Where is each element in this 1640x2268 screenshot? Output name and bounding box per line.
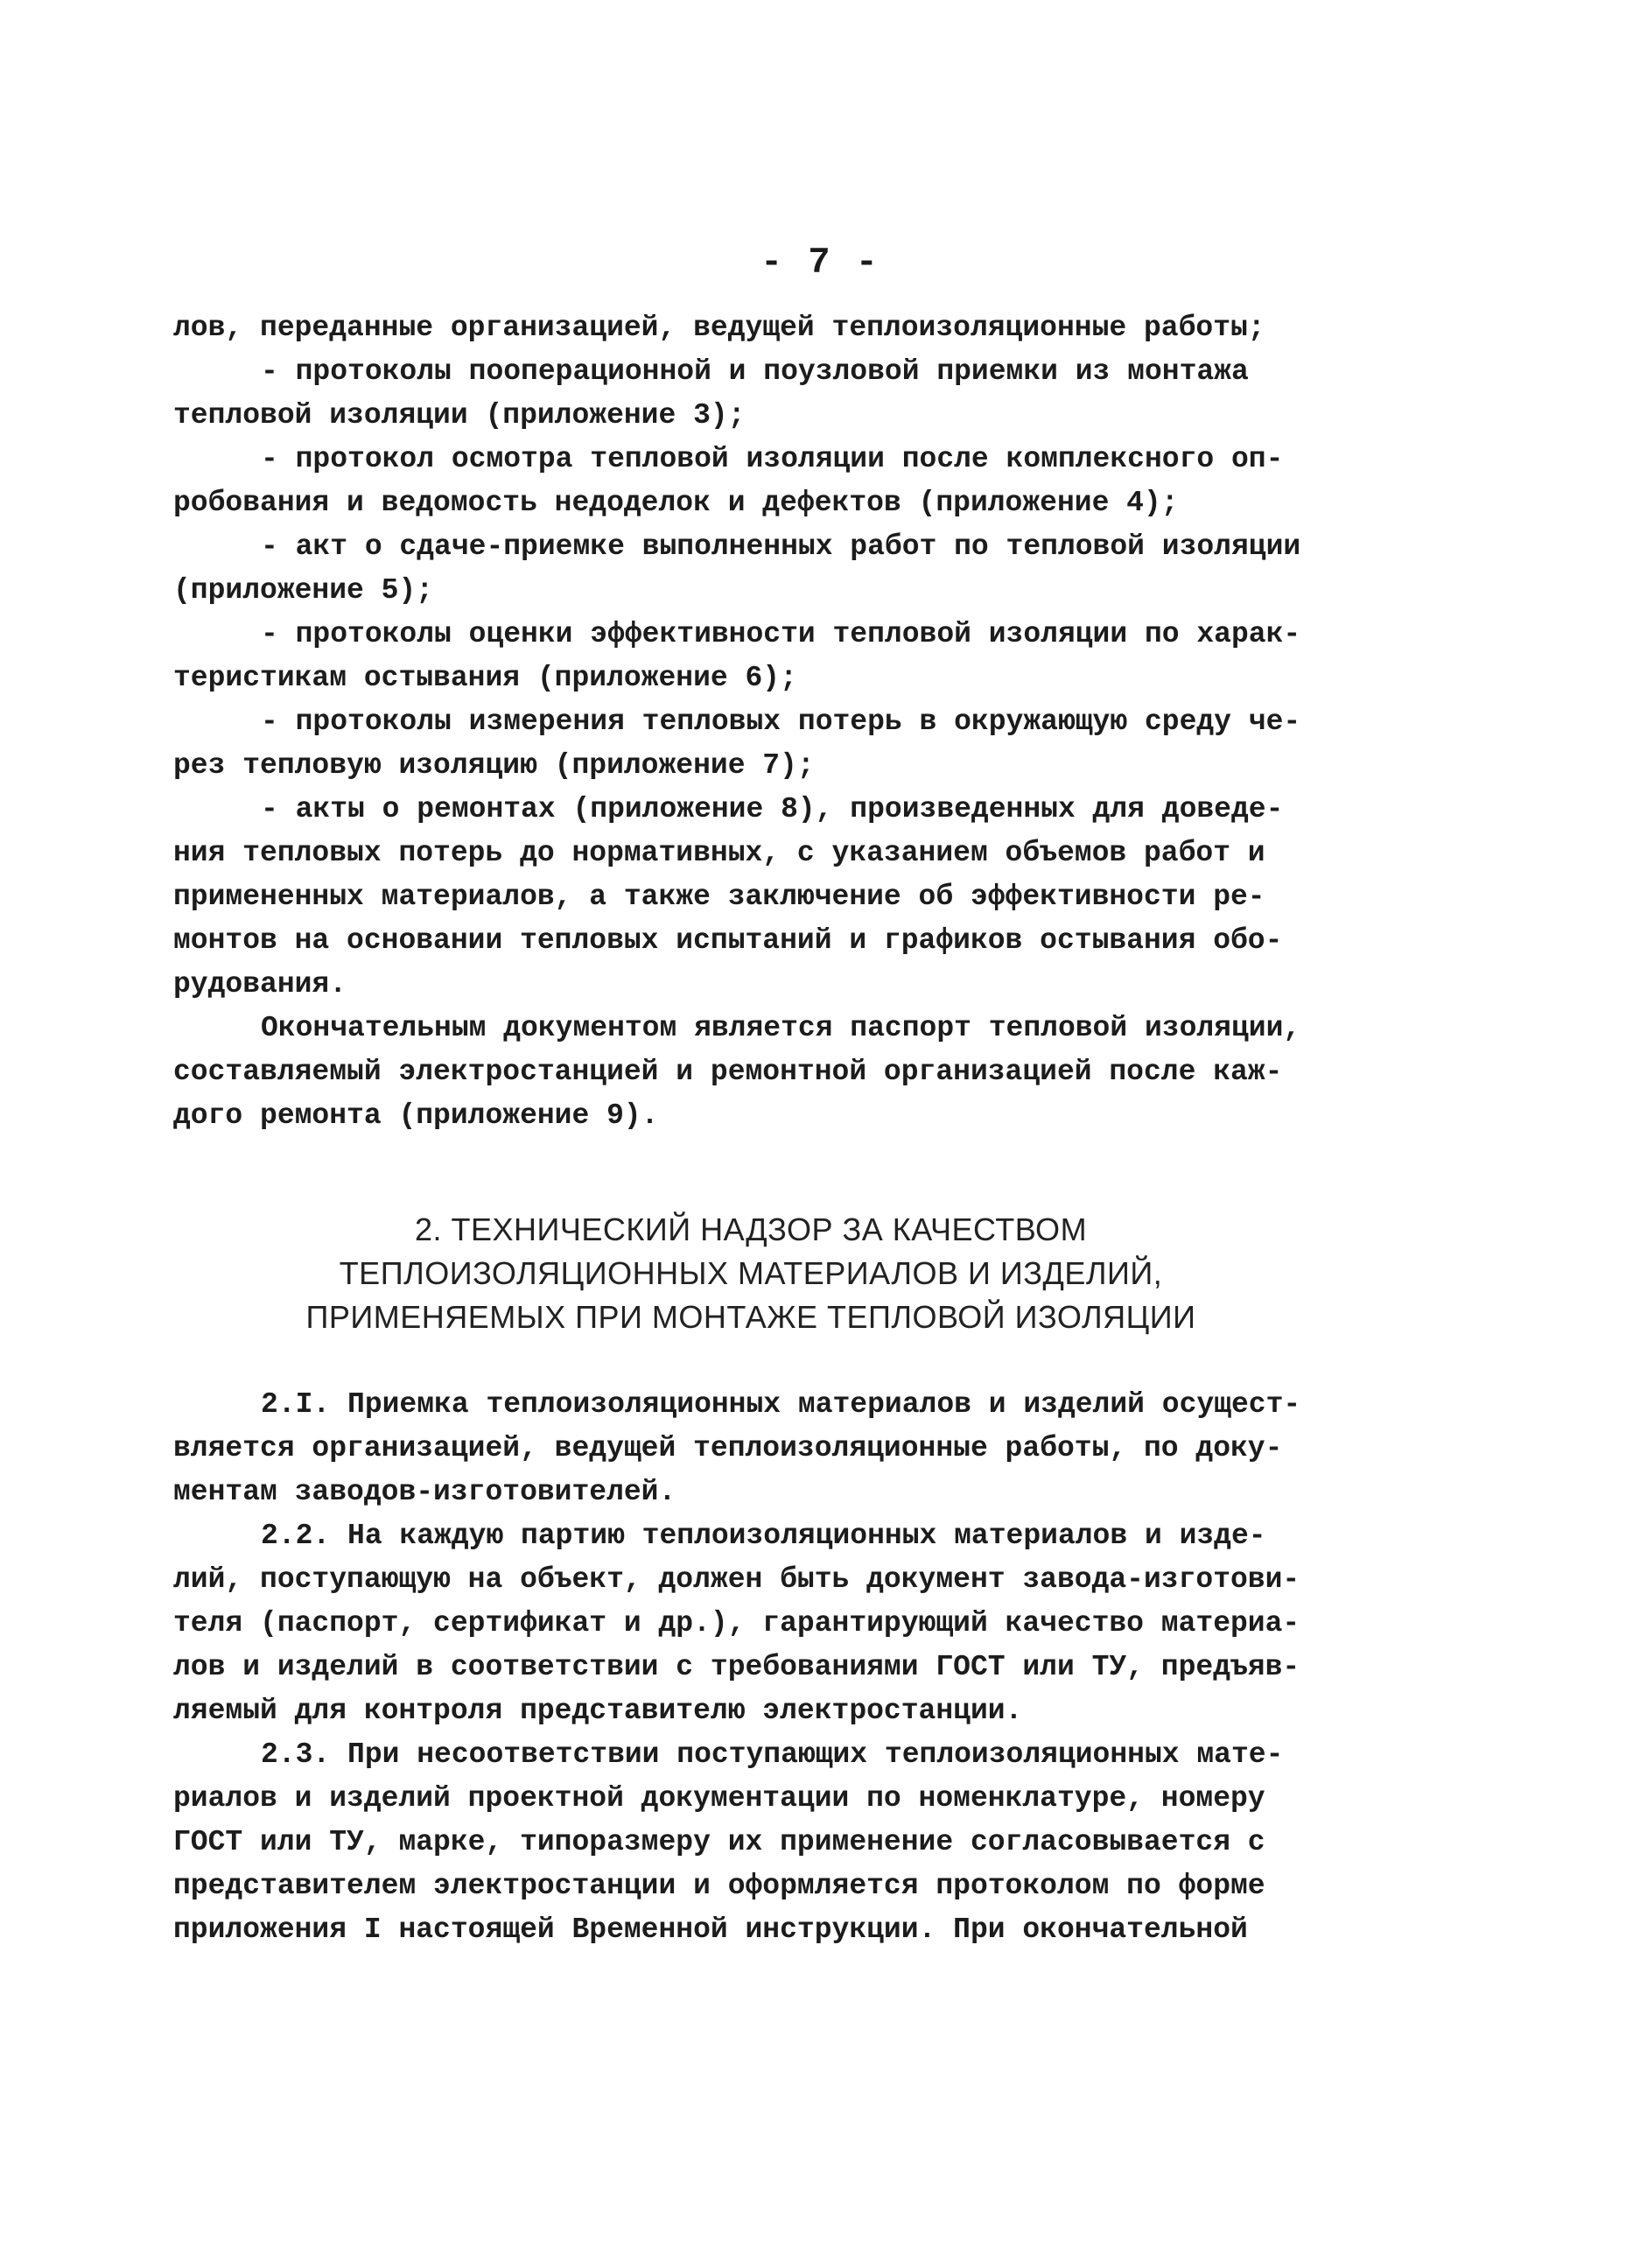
text-line: примененных материалов, а также заключение об эффективности ре- [173,881,1265,913]
heading-line: ТЕПЛОИЗОЛЯЦИОННЫХ МАТЕРИАЛОВ И ИЗДЕЛИЙ, [339,1255,1163,1291]
text-line: лов, переданные организацией, ведущей теплоизоляционные работы; [173,312,1265,344]
text-line: 2.3. При несоответствии поступающих теплоизоляционных мате- [261,1738,1284,1771]
text-line: теристикам остывания (приложение 6); [173,662,797,694]
text-line: - протоколы оценки эффективности тепловой изоляции по харак- [261,618,1301,650]
text-line: - протокол осмотра тепловой изоляции после комплексного оп- [261,443,1284,475]
text-line: 2.2. На каждую партию теплоизоляционных материалов и изде- [261,1520,1266,1552]
page-number: - 7 - [760,242,880,284]
text-line: - протоколы пооперационной и поузловой приемки из монтажа [261,355,1249,388]
text-line: составляемый электростанцией и ремонтной организацией после каж- [173,1056,1283,1088]
text-line: Окончательным документом является паспорт тепловой изоляции, [261,1012,1301,1044]
text-line: (приложение 5); [173,574,434,607]
text-line: теля (паспорт, сертификат и др.), гарантирующий качество материа- [173,1607,1300,1640]
intro-text-block [173,306,1328,1138]
text-line: 2.I. Приемка теплоизоляционных материалов и изделий осущест- [261,1388,1301,1421]
text-line: лий, поступающую на объект, должен быть документ завода-изготови- [173,1563,1300,1596]
text-line: рез тепловую изоляцию (приложение 7); [173,749,815,782]
text-line: представителем электростанции и оформляется протоколом по форме [173,1870,1265,1902]
text-line: - акты о ремонтах (приложение 8), произведенных для доведе- [261,793,1284,825]
heading-line: 2. ТЕХНИЧЕСКИЙ НАДЗОР ЗА КАЧЕСТВОМ [414,1211,1088,1247]
section-heading [173,1208,1328,1339]
text-line: приложения I настоящей Временной инструкции. При окончательной [173,1913,1248,1946]
text-line: лов и изделий в соответствии с требованиями ГОСТ или ТУ, предъяв- [173,1651,1300,1683]
text-line: ния тепловых потерь до нормативных, с указанием объемов работ и [173,837,1265,869]
text-line: - протоколы измерения тепловых потерь в окружающую среду че- [261,706,1301,738]
text-line: ментам заводов-изготовителей. [173,1476,676,1508]
section-2-text-block [173,1383,1328,1952]
text-line: робования и ведомость недоделок и дефектов (приложение 4); [173,487,1179,519]
text-line: ляемый для контроля представителю электростанции. [173,1695,1023,1727]
text-line: вляется организацией, ведущей теплоизоляционные работы, по доку- [173,1432,1283,1464]
text-line: риалов и изделий проектной документации по номенклатуре, номеру [173,1782,1265,1815]
text-line: тепловой изоляции (приложение 3); [173,399,746,432]
text-line: - акт о сдаче-приемке выполненных работ по тепловой изоляции [261,530,1301,563]
text-line: дого ремонта (приложение 9). [173,1099,659,1132]
heading-line: ПРИМЕНЯЕМЫХ ПРИ МОНТАЖЕ ТЕПЛОВОЙ ИЗОЛЯЦИИ [305,1299,1196,1335]
text-line: ГОСТ или ТУ, марке, типоразмеру их применение согласовывается с [173,1826,1265,1858]
text-line: рудования. [173,968,347,1001]
text-line: монтов на основании тепловых испытаний и графиков остывания обо- [173,924,1283,957]
